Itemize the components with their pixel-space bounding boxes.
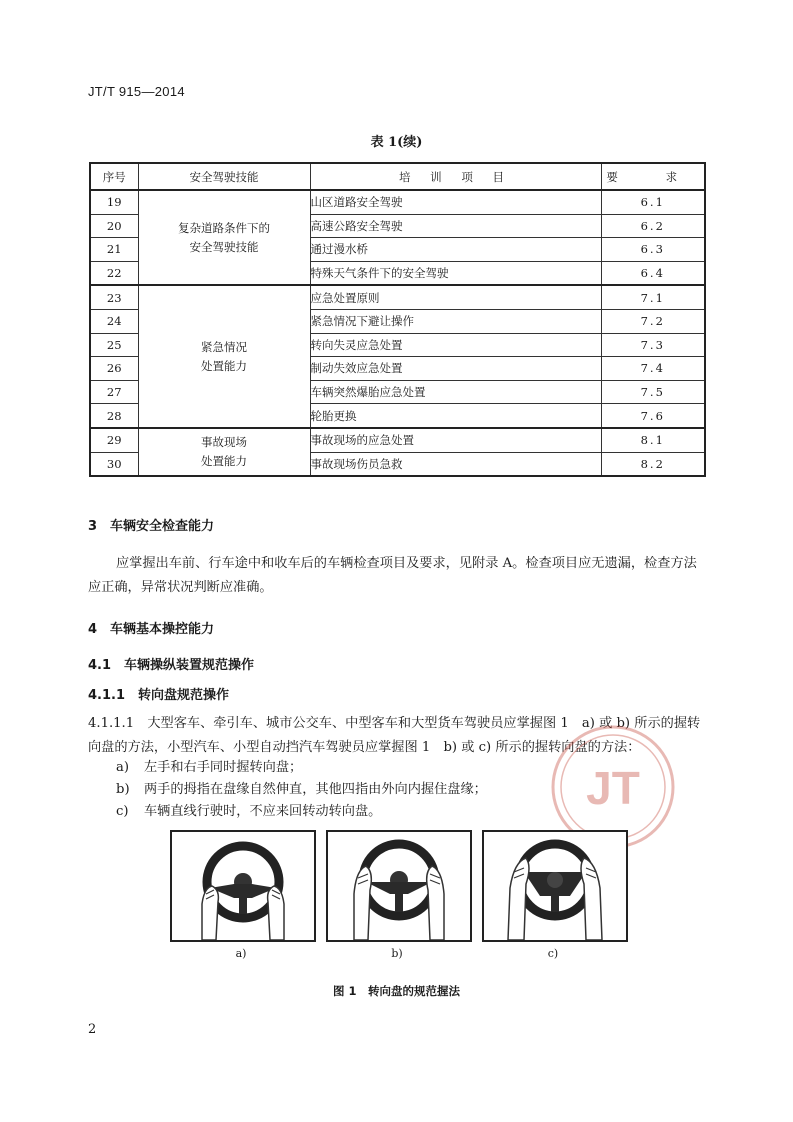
training-project: 山区道路安全驾驶 bbox=[310, 190, 601, 214]
steering-wheel-grip-c-icon bbox=[484, 832, 626, 940]
table-caption: 表 1(续) bbox=[370, 135, 423, 150]
row-number: 24 bbox=[90, 309, 138, 333]
section-4-1-heading: 4.1 车辆操纵装置规范操作 bbox=[88, 658, 255, 673]
requirement-ref: 7.6 bbox=[601, 404, 705, 428]
section-4-heading: 4 车辆基本操控能力 bbox=[88, 622, 215, 637]
table-row bbox=[90, 428, 705, 452]
figure-label-c: c) bbox=[547, 947, 559, 960]
skill-category: 紧急情况 处置能力 bbox=[138, 285, 310, 428]
list-item: c) 车辆直线行驶时，不应来回转动转向盘。 bbox=[116, 804, 382, 819]
steering-wheel-grip-a-icon bbox=[172, 832, 314, 940]
standard-code: JT/T 915—2014 bbox=[88, 84, 185, 99]
training-project: 车辆突然爆胎应急处置 bbox=[310, 380, 601, 404]
figure-panel-c bbox=[482, 830, 628, 942]
list-item: a) 左手和右手同时握转向盘； bbox=[116, 760, 303, 775]
row-number: 29 bbox=[90, 428, 138, 452]
skill-category: 复杂道路条件下的 安全驾驶技能 bbox=[138, 190, 310, 285]
training-project: 应急处置原则 bbox=[310, 285, 601, 309]
section-4-1-1-1-paragraph: 4.1.1.1 大型客车、牵引车、城市公交车、中型客车和大型货车驾驶员应掌握图 1 a) 或 b) 所示的握转向盘的方法，小型汽车、小型自动挡汽车驾驶员应掌握图 1 b) 或 c) 所示的握转向盘的方法： bbox=[88, 716, 701, 755]
training-project: 高速公路安全驾驶 bbox=[310, 214, 601, 238]
requirement-ref: 7.3 bbox=[601, 333, 705, 357]
row-number: 20 bbox=[90, 214, 138, 238]
row-number: 28 bbox=[90, 404, 138, 428]
header-requirement: 要 求 bbox=[601, 163, 705, 190]
table-row bbox=[90, 190, 705, 214]
figure-panel-b bbox=[326, 830, 472, 942]
header-project: 培 训 项 目 bbox=[310, 163, 601, 190]
requirement-ref: 7.2 bbox=[601, 309, 705, 333]
skill-category: 事故现场 处置能力 bbox=[138, 428, 310, 476]
list-item: b) 两手的拇指在盘缘自然伸直，其他四指由外向内握住盘缘； bbox=[116, 782, 487, 797]
row-number: 22 bbox=[90, 261, 138, 285]
requirement-ref: 7.5 bbox=[601, 380, 705, 404]
page-number: 2 bbox=[88, 1022, 97, 1037]
figure-label-b: b) bbox=[391, 947, 403, 960]
row-number: 21 bbox=[90, 238, 138, 262]
requirement-ref: 8.1 bbox=[601, 428, 705, 452]
row-number: 19 bbox=[90, 190, 138, 214]
figure-panel-a bbox=[170, 830, 316, 942]
training-project: 事故现场的应急处置 bbox=[310, 428, 601, 452]
row-number: 30 bbox=[90, 452, 138, 476]
training-project: 制动失效应急处置 bbox=[310, 357, 601, 381]
section-3-heading: 3 车辆安全检查能力 bbox=[88, 519, 215, 534]
training-project: 事故现场伤员急救 bbox=[310, 452, 601, 476]
figure-1 bbox=[170, 830, 626, 972]
row-number: 25 bbox=[90, 333, 138, 357]
section-4-1-1-heading: 4.1.1 转向盘规范操作 bbox=[88, 688, 230, 703]
requirement-ref: 6.2 bbox=[601, 214, 705, 238]
training-project: 通过漫水桥 bbox=[310, 238, 601, 262]
figure-label-a: a) bbox=[235, 947, 247, 960]
row-number: 23 bbox=[90, 285, 138, 309]
row-number: 26 bbox=[90, 357, 138, 381]
section-3-paragraph: 应掌握出车前、行车途中和收车后的车辆检查项目及要求，见附录 A。检查项目应无遗漏，检查方法应正确，异常状况判断应准确。 bbox=[88, 556, 697, 595]
requirement-ref: 6.3 bbox=[601, 238, 705, 262]
header-skill: 安全驾驶技能 bbox=[138, 163, 310, 190]
table-row bbox=[90, 285, 705, 309]
training-table bbox=[89, 162, 706, 477]
requirement-ref: 6.4 bbox=[601, 261, 705, 285]
requirement-ref: 8.2 bbox=[601, 452, 705, 476]
steering-wheel-grip-b-icon bbox=[328, 832, 470, 940]
training-project: 转向失灵应急处置 bbox=[310, 333, 601, 357]
requirement-ref: 7.1 bbox=[601, 285, 705, 309]
figure-caption: 图 1 转向盘的规范握法 bbox=[332, 984, 460, 998]
training-project: 紧急情况下避让操作 bbox=[310, 309, 601, 333]
svg-text:JT: JT bbox=[586, 762, 640, 814]
requirement-ref: 6.1 bbox=[601, 190, 705, 214]
header-num: 序号 bbox=[90, 163, 138, 190]
training-project: 轮胎更换 bbox=[310, 404, 601, 428]
table-header-row bbox=[90, 163, 705, 190]
requirement-ref: 7.4 bbox=[601, 357, 705, 381]
row-number: 27 bbox=[90, 380, 138, 404]
training-project: 特殊天气条件下的安全驾驶 bbox=[310, 261, 601, 285]
